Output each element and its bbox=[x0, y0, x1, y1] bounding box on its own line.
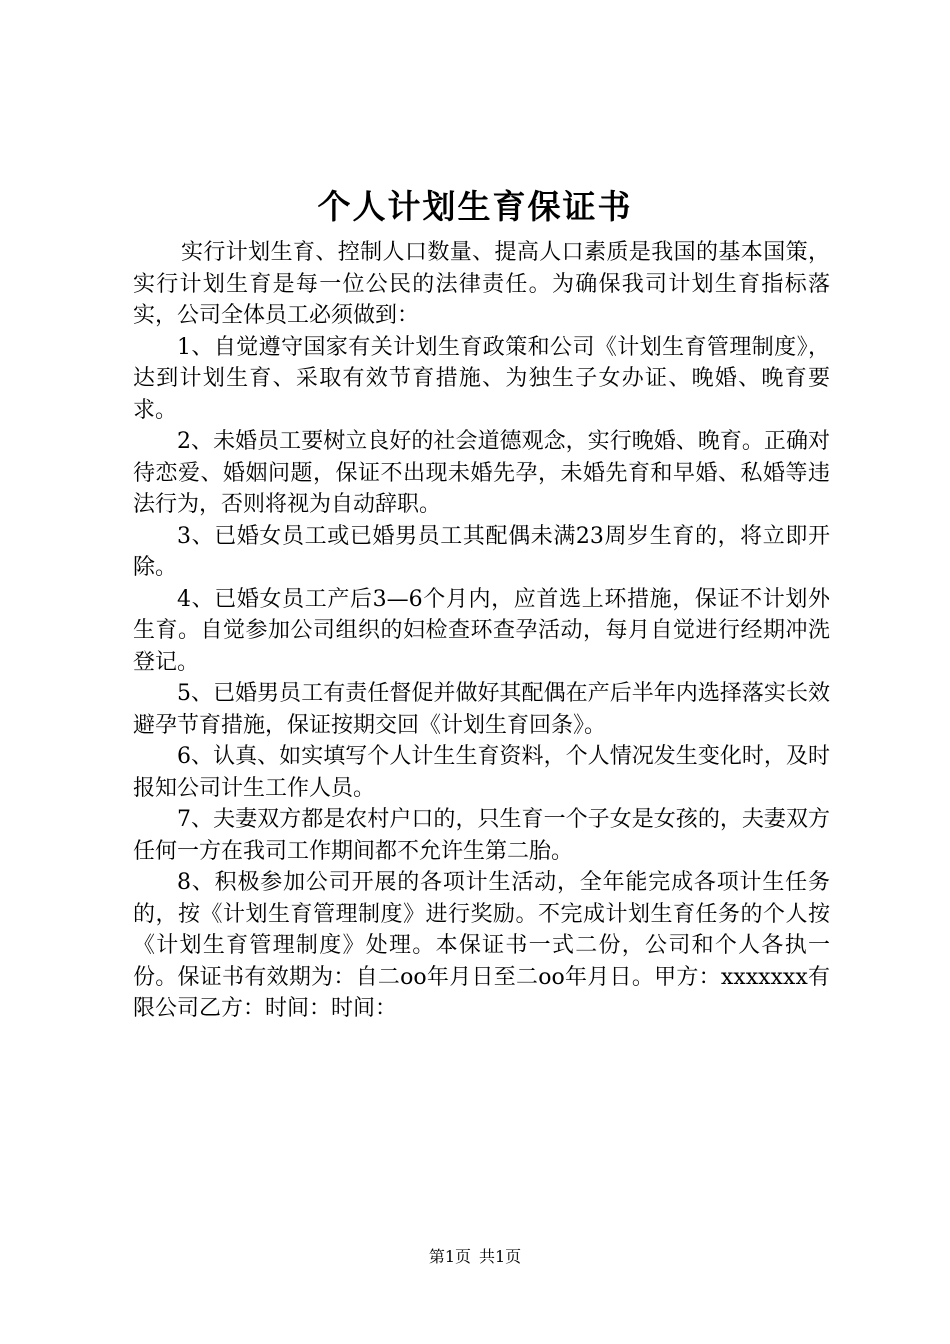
page-number: 第1页 bbox=[428, 1247, 471, 1266]
clause-3-paragraph: 3、已婚女员工或已婚男员工其配偶未满23周岁生育的，将立即开除。 bbox=[133, 523, 830, 580]
document-body bbox=[133, 237, 830, 1025]
intro-paragraph: 实行计划生育、控制人口数量、提高人口素质是我国的基本国策，实行计划生育是每一位公民的法律责任。为确保我司计划生育指标落实，公司全体员工必须做到： bbox=[133, 240, 830, 328]
clause-7-paragraph: 7、夫妻双方都是农村户口的，只生育一个子女是女孩的，夫妻双方任何一方在我司工作期间都不允许生第二胎。 bbox=[133, 807, 830, 864]
clause-4-paragraph: 4、已婚女员工产后3—6个月内，应首选上环措施，保证不计划外生育。自觉参加公司组织的妇检查环查孕活动，每月自觉进行经期冲洗登记。 bbox=[133, 586, 830, 675]
page-total: 共1页 bbox=[479, 1247, 522, 1266]
clause-6-paragraph: 6、认真、如实填写个人计生生育资料，个人情况发生变化时，及时报知公司计生工作人员。 bbox=[133, 744, 830, 801]
clause-1-paragraph: 1、自觉遵守国家有关计划生育政策和公司《计划生育管理制度》，达到计划生育、采取有效节育措施、为独生子女办证、晚婚、晚育要求。 bbox=[133, 334, 830, 423]
document-title: 个人计划生育保证书 bbox=[317, 187, 633, 226]
clause-8-paragraph: 8、积极参加公司开展的各项计生活动，全年能完成各项计生任务的，按《计划生育管理制度》进行奖励。不完成计划生育任务的个人按《计划生育管理制度》处理。本保证书一式二份，公司和个人各执一份。保证书有效期为：自二oo年月日至二oo年月日。甲方：xxxxxxx有限公司乙方：时间：时间： bbox=[133, 870, 830, 1021]
clause-2-paragraph: 2、未婚员工要树立良好的社会道德观念，实行晚婚、晚育。正确对待恋爱、婚姻问题，保证不出现未婚先孕，未婚先育和早婚、私婚等违法行为，否则将视为自动辞职。 bbox=[133, 429, 830, 517]
clause-5-paragraph: 5、已婚男员工有责任督促并做好其配偶在产后半年内选择落实长效避孕节育措施，保证按期交回《计划生育回条》。 bbox=[133, 681, 830, 738]
page-footer bbox=[0, 1246, 950, 1268]
